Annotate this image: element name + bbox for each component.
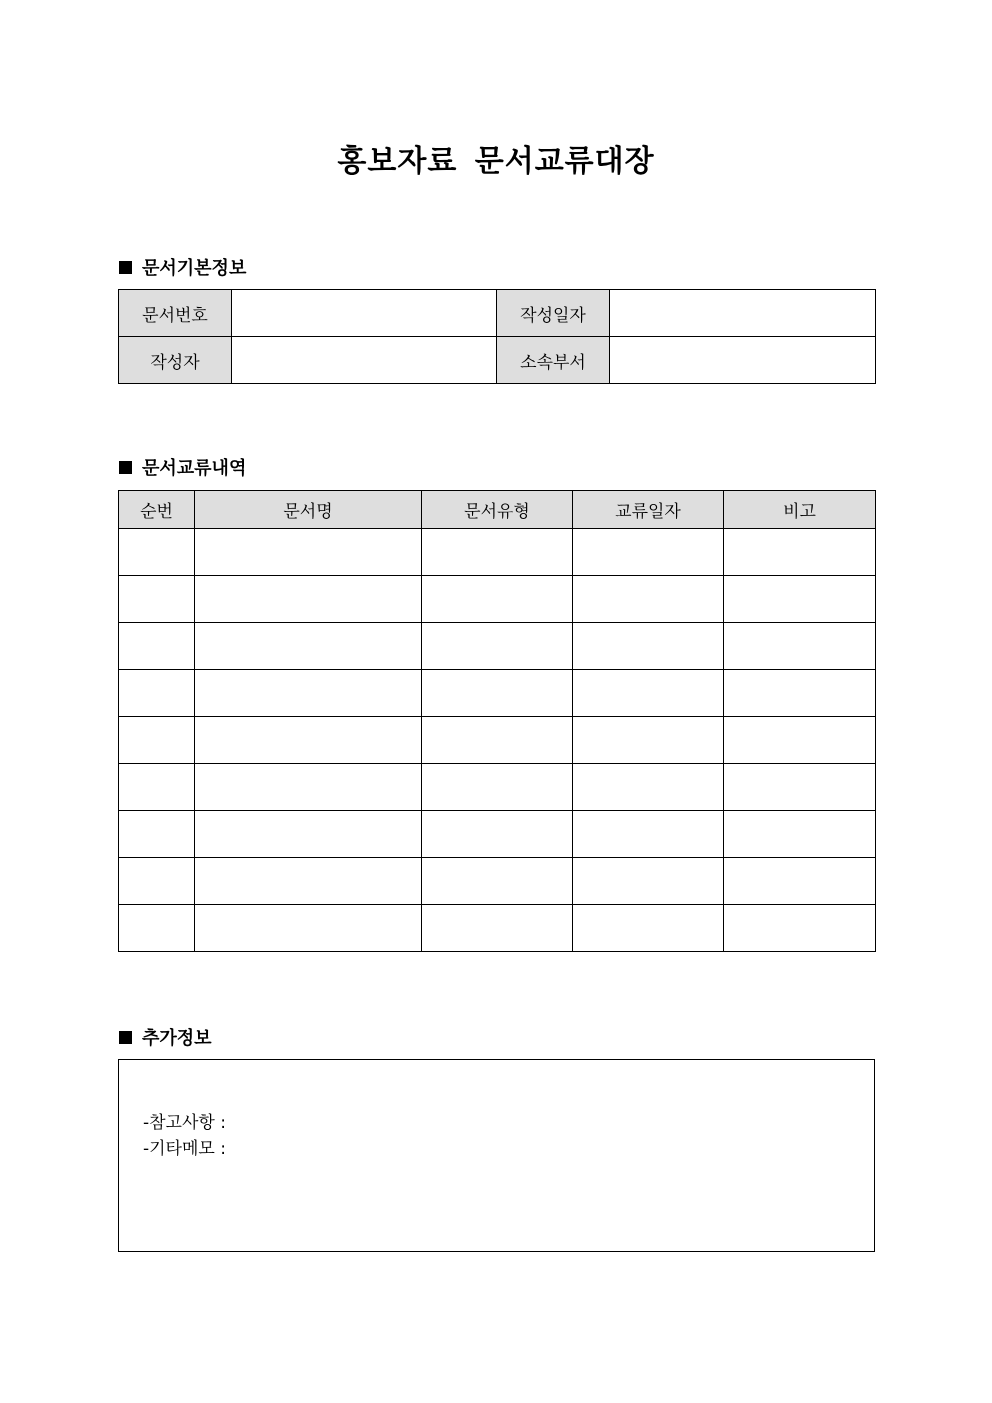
table-cell[interactable]: [724, 576, 876, 623]
table-row: [119, 576, 876, 623]
table-cell[interactable]: [195, 529, 422, 576]
table-cell[interactable]: [422, 858, 573, 905]
table-cell[interactable]: [422, 670, 573, 717]
table-cell[interactable]: [119, 811, 195, 858]
table-cell[interactable]: [573, 529, 724, 576]
column-header-exchange-date: 교류일자: [573, 491, 724, 529]
table-cell[interactable]: [573, 905, 724, 952]
table-cell[interactable]: [422, 623, 573, 670]
section-heading-basic-info: [119, 254, 246, 280]
document-number-field[interactable]: [232, 290, 497, 337]
table-cell[interactable]: [119, 858, 195, 905]
author-label: 작성자: [119, 337, 232, 384]
reference-note: -참고사항 :: [143, 1113, 226, 1133]
table-row: [119, 858, 876, 905]
department-label: 소속부서: [497, 337, 610, 384]
table-cell[interactable]: [724, 717, 876, 764]
additional-info-box[interactable]: [118, 1059, 875, 1252]
column-header-remarks: 비고: [724, 491, 876, 529]
table-row: [119, 670, 876, 717]
table-cell[interactable]: [422, 905, 573, 952]
created-date-label: 작성일자: [497, 290, 610, 337]
exchange-log-table: [118, 490, 876, 952]
column-header-doc-type: 문서유형: [422, 491, 573, 529]
table-row: [119, 717, 876, 764]
table-cell[interactable]: [119, 576, 195, 623]
table-cell[interactable]: [119, 905, 195, 952]
square-bullet-icon: [119, 261, 132, 274]
table-cell[interactable]: [573, 670, 724, 717]
table-cell[interactable]: [195, 670, 422, 717]
table-cell[interactable]: [119, 670, 195, 717]
department-field[interactable]: [610, 337, 876, 384]
table-cell[interactable]: [724, 529, 876, 576]
table-cell[interactable]: [724, 670, 876, 717]
table-row: [119, 529, 876, 576]
table-row: [119, 905, 876, 952]
table-cell[interactable]: [573, 576, 724, 623]
table-row: [119, 764, 876, 811]
table-cell[interactable]: [724, 623, 876, 670]
table-cell[interactable]: [195, 576, 422, 623]
table-cell[interactable]: [422, 717, 573, 764]
table-cell[interactable]: [422, 576, 573, 623]
section-heading-additional-info: [119, 1024, 212, 1050]
table-cell[interactable]: [195, 858, 422, 905]
table-cell[interactable]: [573, 717, 724, 764]
created-date-field[interactable]: [610, 290, 876, 337]
table-row: [119, 337, 876, 384]
table-header-row: [119, 491, 876, 529]
basic-info-table: [118, 289, 876, 384]
table-row: [119, 290, 876, 337]
table-cell[interactable]: [724, 858, 876, 905]
table-cell[interactable]: [119, 623, 195, 670]
table-cell[interactable]: [724, 905, 876, 952]
document-number-label: 문서번호: [119, 290, 232, 337]
table-cell[interactable]: [195, 717, 422, 764]
section-heading-exchange-log: [119, 454, 246, 480]
table-cell[interactable]: [422, 811, 573, 858]
table-cell[interactable]: [573, 623, 724, 670]
column-header-doc-name: 문서명: [195, 491, 422, 529]
table-cell[interactable]: [119, 529, 195, 576]
square-bullet-icon: [119, 1031, 132, 1044]
section-heading-label: 문서기본정보: [142, 258, 247, 279]
table-cell[interactable]: [573, 858, 724, 905]
table-cell[interactable]: [195, 905, 422, 952]
column-header-seq: 순번: [119, 491, 195, 529]
table-row: [119, 811, 876, 858]
table-cell[interactable]: [422, 764, 573, 811]
table-cell[interactable]: [573, 811, 724, 858]
table-cell[interactable]: [724, 811, 876, 858]
section-heading-label: 문서교류내역: [142, 458, 247, 479]
table-cell[interactable]: [195, 623, 422, 670]
table-cell[interactable]: [724, 764, 876, 811]
table-cell[interactable]: [195, 811, 422, 858]
document-title: 홍보자료 문서교류대장: [337, 144, 655, 179]
table-cell[interactable]: [119, 764, 195, 811]
author-field[interactable]: [232, 337, 497, 384]
table-row: [119, 623, 876, 670]
memo-note: -기타메모 :: [143, 1139, 226, 1159]
table-cell[interactable]: [422, 529, 573, 576]
table-cell[interactable]: [573, 764, 724, 811]
table-cell[interactable]: [119, 717, 195, 764]
table-cell[interactable]: [195, 764, 422, 811]
section-heading-label: 추가정보: [142, 1028, 212, 1049]
square-bullet-icon: [119, 461, 132, 474]
